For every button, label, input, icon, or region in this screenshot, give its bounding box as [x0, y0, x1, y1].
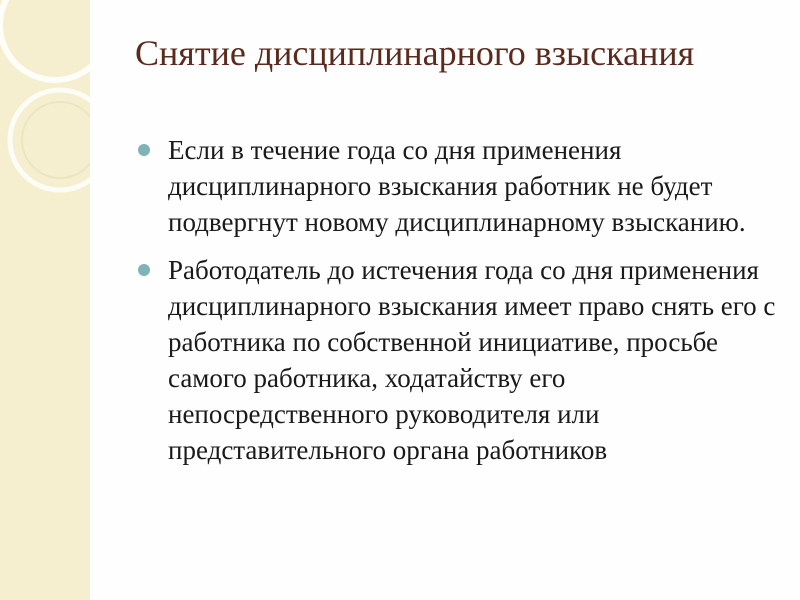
bullet-text: Если в течение года со дня применения дисциплинарного взыскания работник не будет подвергнут новому дисциплинарному взысканию.: [168, 135, 746, 237]
bullet-dot-icon: [138, 264, 150, 276]
bullet-dot-icon: [138, 144, 150, 156]
list-item: [138, 252, 778, 468]
list-item: [138, 132, 778, 240]
slide-title: Снятие дисциплинарного взыскания: [135, 33, 695, 73]
decorative-side-band: [0, 0, 90, 600]
bullet-list: [138, 132, 778, 480]
decorative-circles-icon: [0, 0, 90, 600]
bullet-text: Работодатель до истечения года со дня применения дисциплинарного взыскания имеет право снять его с работника по собственной инициативе, просьбе самого работника, ходатайству его непосредственного руководителя или представительного органа работников: [168, 255, 776, 465]
